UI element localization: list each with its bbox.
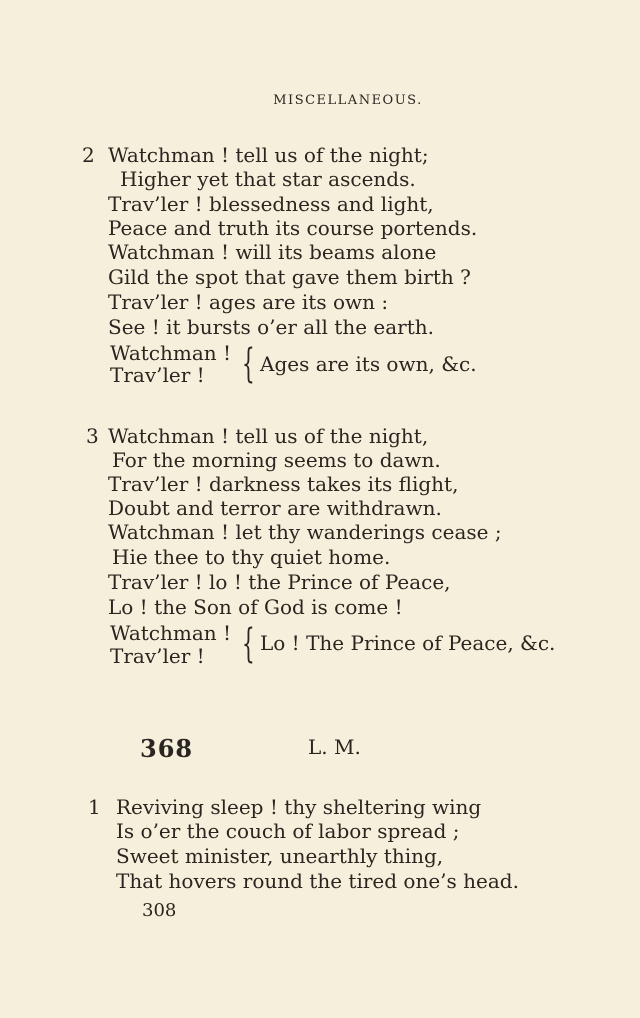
verse-line: Doubt and terror are withdrawn. bbox=[108, 496, 442, 520]
brace-glyph: { bbox=[242, 341, 255, 387]
verse-line: Lo ! the Son of God is come ! bbox=[108, 595, 403, 619]
verse-line: Watchman ! tell us of the night; bbox=[108, 143, 429, 167]
chorus-speaker-travler: Trav’ler ! bbox=[110, 363, 205, 387]
verse-line: Trav’ler ! ages are its own : bbox=[108, 290, 389, 314]
stanza-number: 3 bbox=[86, 424, 99, 448]
chorus-speaker-travler: Trav’ler ! bbox=[110, 644, 205, 668]
verse-line: Watchman ! let thy wanderings cease ; bbox=[108, 520, 502, 544]
verse-line: Hie thee to thy quiet home. bbox=[112, 545, 391, 569]
chorus-speaker-watchman: Watchman ! bbox=[110, 621, 232, 645]
stanza-number: 1 bbox=[88, 795, 101, 819]
verse-line: Gild the spot that gave them birth ? bbox=[108, 265, 471, 289]
verse-line: Watchman ! will its beams alone bbox=[108, 240, 437, 264]
verse-line: Higher yet that star ascends. bbox=[120, 167, 416, 191]
chorus-text: Lo ! The Prince of Peace, &c. bbox=[260, 631, 556, 655]
verse-line: That hovers round the tired one’s head. bbox=[116, 869, 519, 893]
chorus-speaker-watchman: Watchman ! bbox=[110, 341, 232, 365]
chorus-text: Ages are its own, &c. bbox=[260, 352, 477, 376]
verse-line: Peace and truth its course portends. bbox=[108, 216, 478, 240]
verse-line: Sweet minister, unearthly thing, bbox=[116, 844, 444, 868]
hymn-number: 368 bbox=[140, 734, 194, 763]
stanza-number: 2 bbox=[82, 143, 95, 167]
verse-line: Is o’er the couch of labor spread ; bbox=[116, 819, 460, 843]
verse-line: Trav’ler ! darkness takes its flight, bbox=[108, 472, 459, 496]
verse-line: For the morning seems to dawn. bbox=[112, 448, 441, 472]
verse-line: Trav’ler ! blessedness and light, bbox=[108, 192, 434, 216]
verse-line: Watchman ! tell us of the night, bbox=[108, 424, 429, 448]
verse-line: Reviving sleep ! thy sheltering wing bbox=[116, 795, 482, 819]
brace-glyph: { bbox=[242, 621, 255, 667]
verse-line: Trav’ler ! lo ! the Prince of Peace, bbox=[108, 570, 451, 594]
running-head: MISCELLANEOUS. bbox=[273, 93, 423, 108]
page-number: 308 bbox=[142, 900, 177, 921]
hymn-meter: L. M. bbox=[308, 735, 361, 759]
verse-line: See ! it bursts o’er all the earth. bbox=[108, 315, 435, 339]
